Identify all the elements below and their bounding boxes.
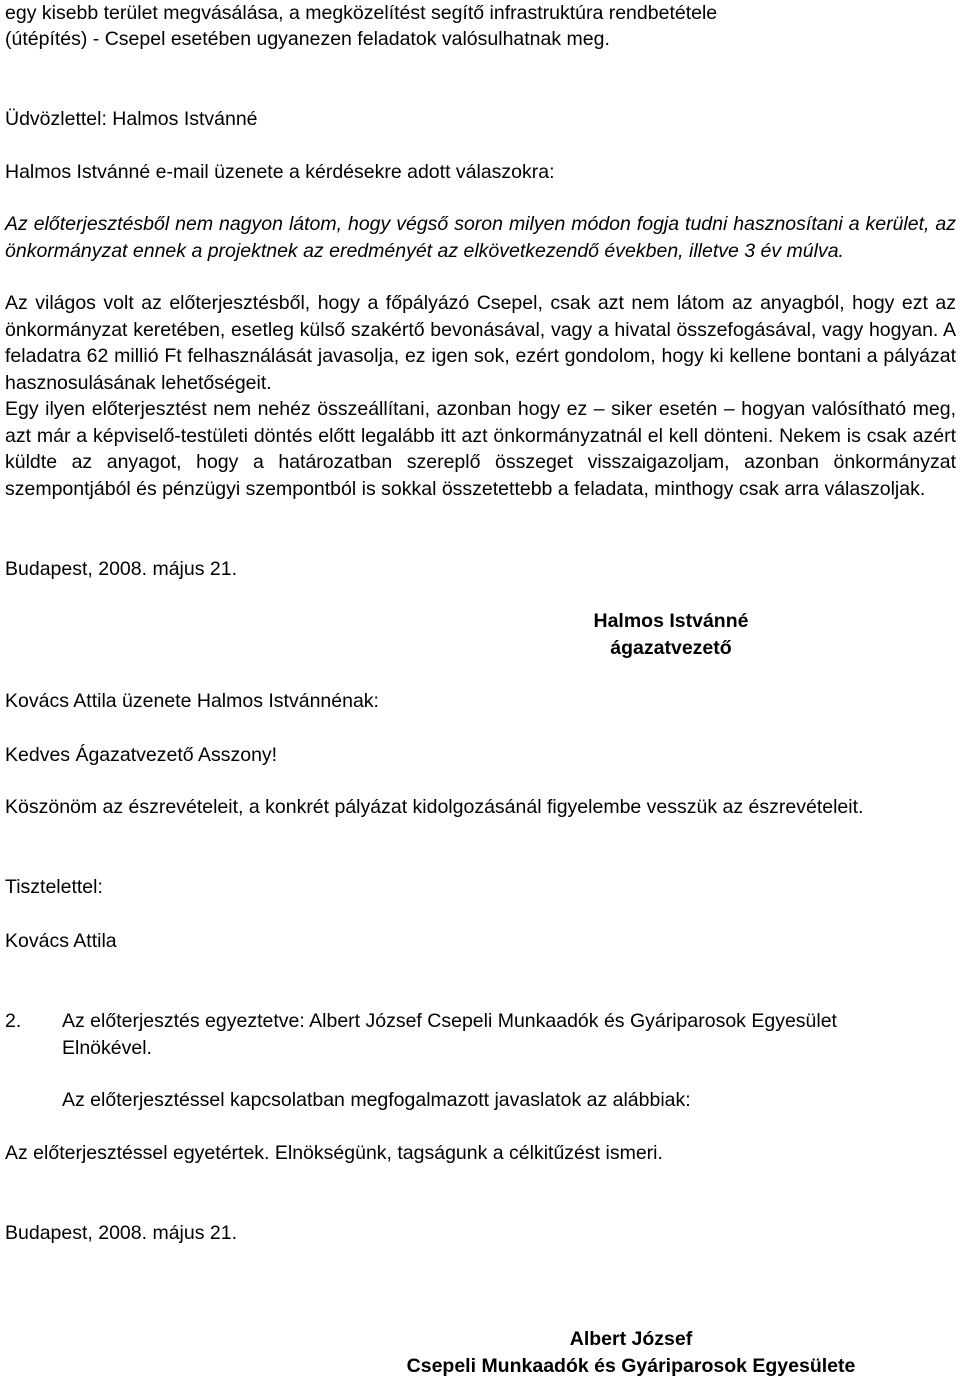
signature-1-title: ágazatvezető [610,636,732,659]
signature-1-name: Halmos Istvánné [593,610,749,632]
thanks-paragraph: Köszönöm az észrevételeit, a konkrét pályázat kidolgozásánál figyelembe vesszük az észrevételeit. [5,796,864,818]
question-paragraph: Az előterjesztésből nem nagyon látom, hogy végső soron milyen módon fogja tudni hasznosítani a kerület, az önkormányzat ennek a projektnek az eredményét az elkövetkezendő években, illetve 3 év múlva. [5,213,956,262]
list-item-2 [5,1008,956,1061]
proposals-header: Az előterjesztéssel kapcsolatban megfogalmazott javaslatok az alábbiak: [62,1089,691,1111]
intro-line-2: (útépítés) - Csepel esetében ugyanezen feladatok valósulhatnak meg. [5,28,610,50]
date-2: Budapest, 2008. május 21. [5,1222,237,1244]
salutation: Kedves Ágazatvezető Asszony! [5,744,278,766]
date-1: Budapest, 2008. május 21. [5,558,237,580]
agreement-statement: Az előterjesztéssel egyetértek. Elnökségünk, tagságunk a célkitűzést ismeri. [5,1142,663,1164]
list-item-2-text: Az előterjesztés egyeztetve: Albert József Csepeli Munkaadók és Gyáriparosok Egyesület Elnökével. [62,1010,837,1059]
signature-2-name: Albert József [569,1328,693,1350]
greeting: Üdvözlettel: Halmos Istvánné [5,108,258,130]
email-header: Halmos Istvánné e-mail üzenete a kérdésekre adott válaszokra: [5,161,555,183]
reply-signature: Kovács Attila [5,930,117,952]
list-item-2-number: 2. [5,1010,22,1032]
intro-line-1: egy kisebb terület megvásálása, a megközelítést segítő infrastruktúra rendbetétele [5,2,718,24]
answer-paragraph-1: Az világos volt az előterjesztésből, hogy a főpályázó Csepel, csak azt nem látom az anyagból, hogy ezt az önkormányzat keretében, esetleg külső szakértő bevonásával, vagy a hivatal összefogásával, vagy hogyan. A feladatra 62 millió Ft felhasználását javasolja, ez igen sok, ezért gondolom, hogy ki kellene bontani a pályázat hasznosulásának lehetőségeit. [5,292,956,394]
closing: Tisztelettel: [5,876,103,898]
signature-block-1 [525,608,817,661]
signature-block-2 [355,1326,907,1379]
signature-2-org: Csepeli Munkaadók és Gyáriparosok Egyesülete [406,1354,856,1377]
answer-paragraph-2: Egy ilyen előterjesztést nem nehéz összeállítani, azonban hogy ez – siker esetén – hogyan valósítható meg, azt már a képviselő-testületi döntés előtt legalább itt azt önkormányzatnál el kell dönteni. Nekem is csak azért küldte az anyagot, hogy a határozatban szereplő összeget visszaigazoljam, azonban önkormányzat szempontjából és pénzügyi szempontból is sokkal összetettebb a feladata, minthogy csak arra válaszoljak. [5,398,956,500]
reply-header: Kovács Attila üzenete Halmos Istvánnénak: [5,690,379,712]
